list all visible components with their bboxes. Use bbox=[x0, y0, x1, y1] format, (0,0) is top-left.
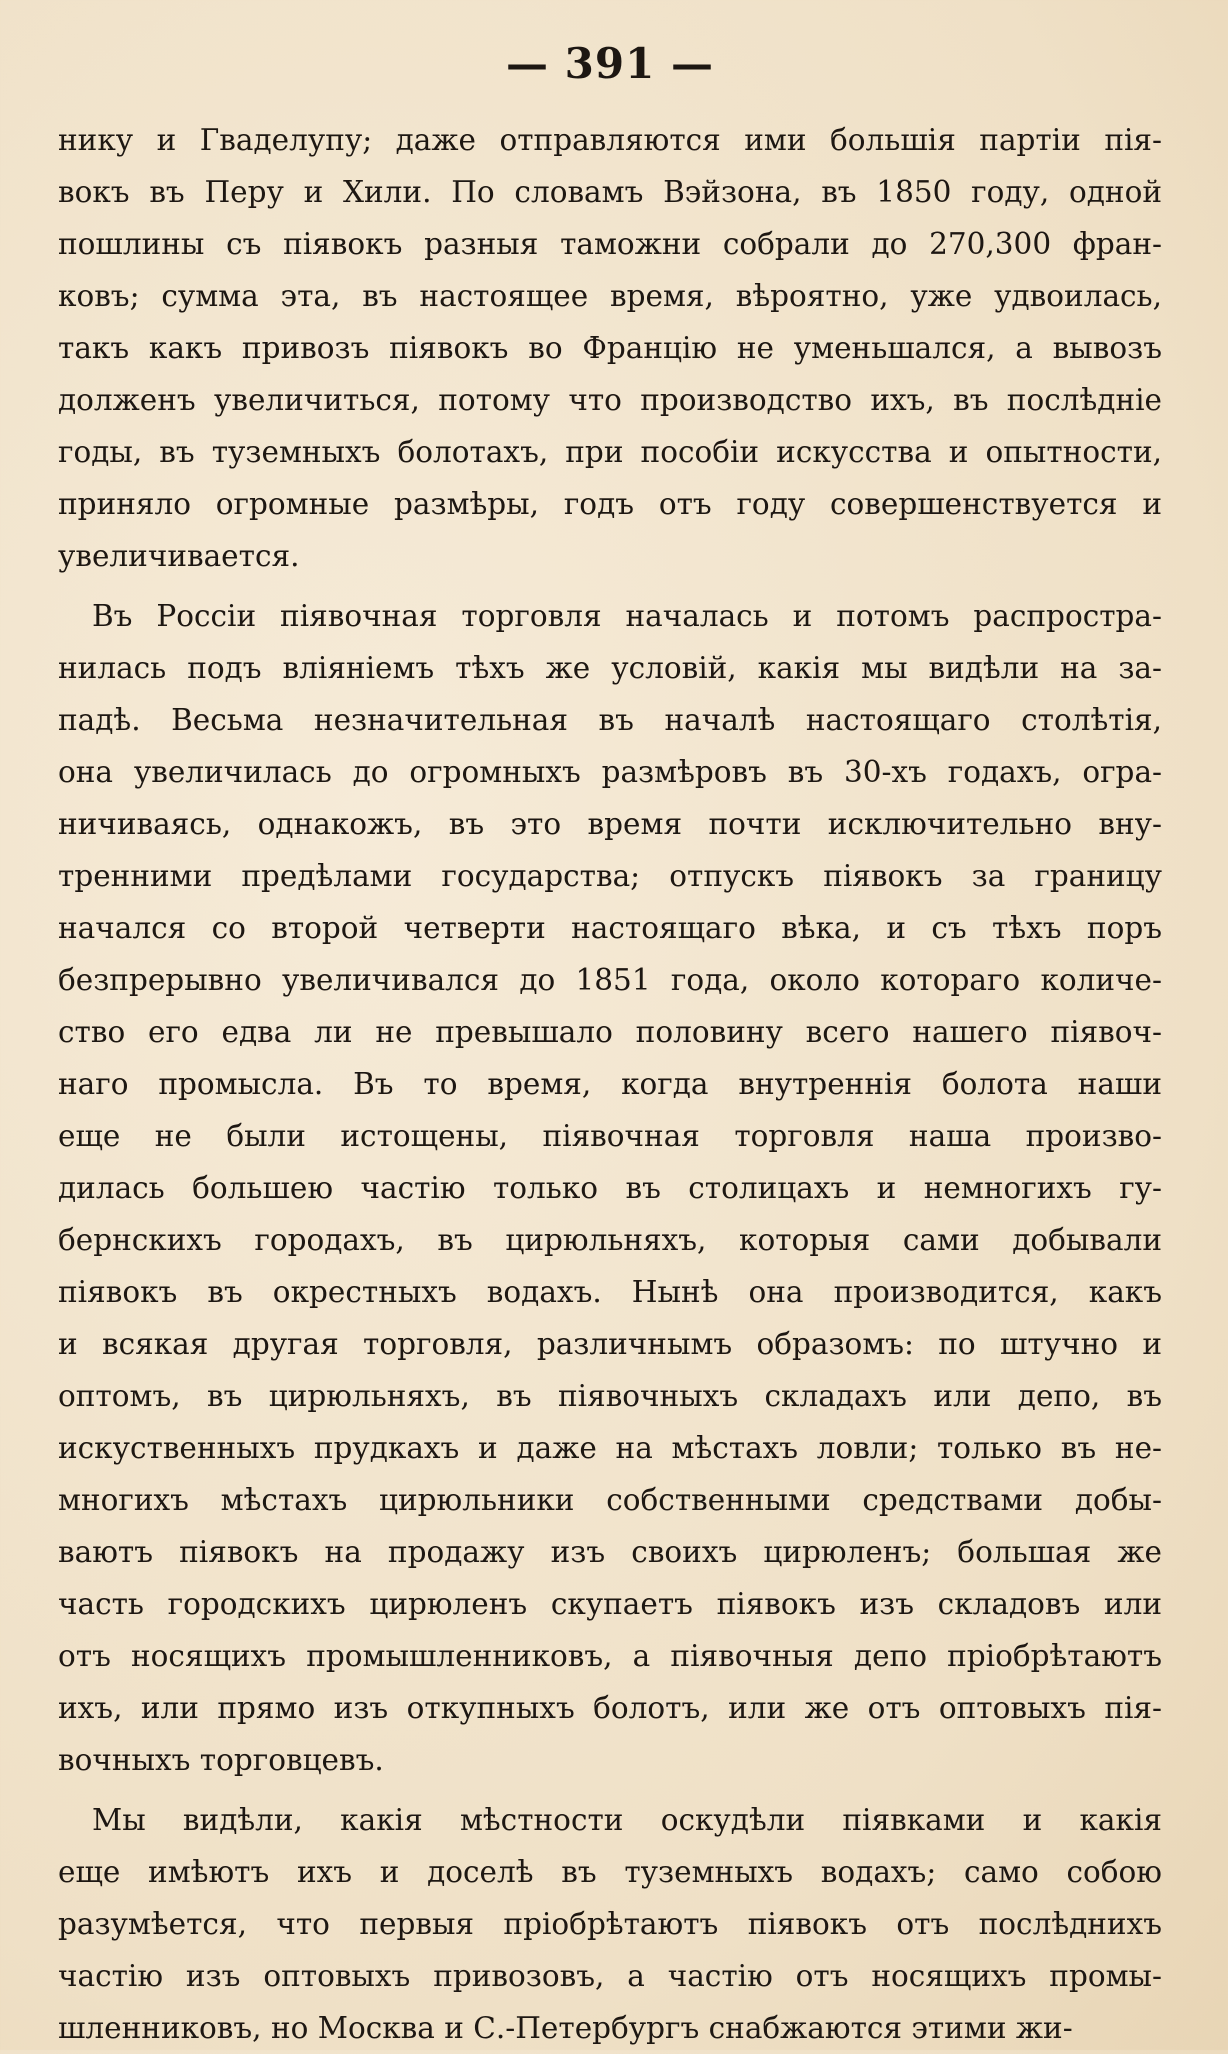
text-line: начался со второй четверти настоящаго вѣка, и съ тѣхъ поръ bbox=[58, 911, 1162, 945]
text-line: оптомъ, въ цирюльняхъ, въ піявочныхъ складахъ или депо, въ bbox=[58, 1379, 1162, 1413]
text-line: разумѣется, что первыя пріобрѣтаютъ піявокъ отъ послѣднихъ bbox=[58, 1907, 1162, 1941]
text-line: такъ какъ привозъ піявокъ во Францію не уменьшался, а вывозъ bbox=[58, 331, 1162, 365]
text-line: частію изъ оптовыхъ привозовъ, а частію отъ носящихъ промы- bbox=[58, 1959, 1162, 1993]
text-line: безпрерывно увеличивался до 1851 года, около котораго количе- bbox=[58, 963, 1162, 997]
text-line: вочныхъ торговцевъ. bbox=[58, 1743, 384, 1777]
text-line: ство его едва ли не превышало половину всего нашего піявоч- bbox=[58, 1015, 1162, 1049]
text-line: ваютъ піявокъ на продажу изъ своихъ цирюленъ; большая же bbox=[58, 1535, 1162, 1569]
paragraph bbox=[58, 590, 1162, 1786]
text-line: искуственныхъ прудкахъ и даже на мѣстахъ ловли; только въ не- bbox=[58, 1431, 1162, 1465]
text-body bbox=[58, 114, 1162, 2054]
text-line: еще не были истощены, піявочная торговля наша произво- bbox=[58, 1119, 1162, 1153]
text-line: пошлины съ піявокъ разныя таможни собрали до 270,300 фран- bbox=[58, 227, 1162, 261]
text-line: Мы видѣли, какія мѣстности оскудѣли піявками и какія bbox=[92, 1803, 1162, 1837]
text-line: нилась подъ вліяніемъ тѣхъ же условій, какія мы видѣли на за- bbox=[58, 651, 1162, 685]
paragraph bbox=[58, 1794, 1162, 2054]
text-line: еще имѣютъ ихъ и доселѣ въ туземныхъ водахъ; само собою bbox=[58, 1855, 1162, 1889]
text-line: и всякая другая торговля, различнымъ образомъ: по штучно и bbox=[58, 1327, 1162, 1361]
text-line: ничиваясь, однакожъ, въ это время почти исключительно вну- bbox=[58, 807, 1162, 841]
paragraph bbox=[58, 114, 1162, 582]
text-line: отъ носящихъ промышленниковъ, а піявочныя депо пріобрѣтаютъ bbox=[58, 1639, 1162, 1673]
text-line: увеличивается. bbox=[58, 539, 300, 573]
text-line: піявокъ въ окрестныхъ водахъ. Нынѣ она производится, какъ bbox=[58, 1275, 1162, 1309]
text-line: тренними предѣлами государства; отпускъ піявокъ за границу bbox=[58, 859, 1162, 893]
text-line: дилась большею частію только въ столицахъ и немногихъ гу- bbox=[58, 1171, 1162, 1205]
text-line: она увеличилась до огромныхъ размѣровъ въ 30-хъ годахъ, огра- bbox=[58, 755, 1162, 789]
text-line: наго промысла. Въ то время, когда внутреннія болота наши bbox=[58, 1067, 1162, 1101]
text-line: ковъ; сумма эта, въ настоящее время, вѣроятно, уже удвоилась, bbox=[58, 279, 1162, 313]
page-number: — 391 — bbox=[506, 39, 714, 88]
text-line: ихъ, или прямо изъ откупныхъ болотъ, или же отъ оптовыхъ пія- bbox=[58, 1691, 1162, 1725]
text-line: многихъ мѣстахъ цирюльники собственными средствами добы- bbox=[58, 1483, 1162, 1517]
text-line: приняло огромные размѣры, годъ отъ году совершенствуется и bbox=[58, 487, 1162, 521]
text-line: шленниковъ, но Москва и С.-Петербургъ снабжаются этими жи- bbox=[58, 2011, 1073, 2045]
text-line: бернскихъ городахъ, въ цирюльняхъ, которыя сами добывали bbox=[58, 1223, 1162, 1257]
text-line: Въ Россіи піявочная торговля началась и потомъ распростра- bbox=[92, 599, 1162, 633]
text-line: долженъ увеличиться, потому что производство ихъ, въ послѣдніе bbox=[58, 383, 1162, 417]
text-line: часть городскихъ цирюленъ скупаетъ піявокъ изъ складовъ или bbox=[58, 1587, 1162, 1621]
text-line: падѣ. Весьма незначительная въ началѣ настоящаго столѣтія, bbox=[58, 703, 1162, 737]
text-line: годы, въ туземныхъ болотахъ, при пособіи искусства и опытности, bbox=[58, 435, 1162, 469]
text-line: вокъ въ Перу и Хили. По словамъ Вэйзона, въ 1850 году, одной bbox=[58, 175, 1162, 209]
text-line: нику и Гваделупу; даже отправляются ими большія партіи пія- bbox=[58, 123, 1162, 157]
